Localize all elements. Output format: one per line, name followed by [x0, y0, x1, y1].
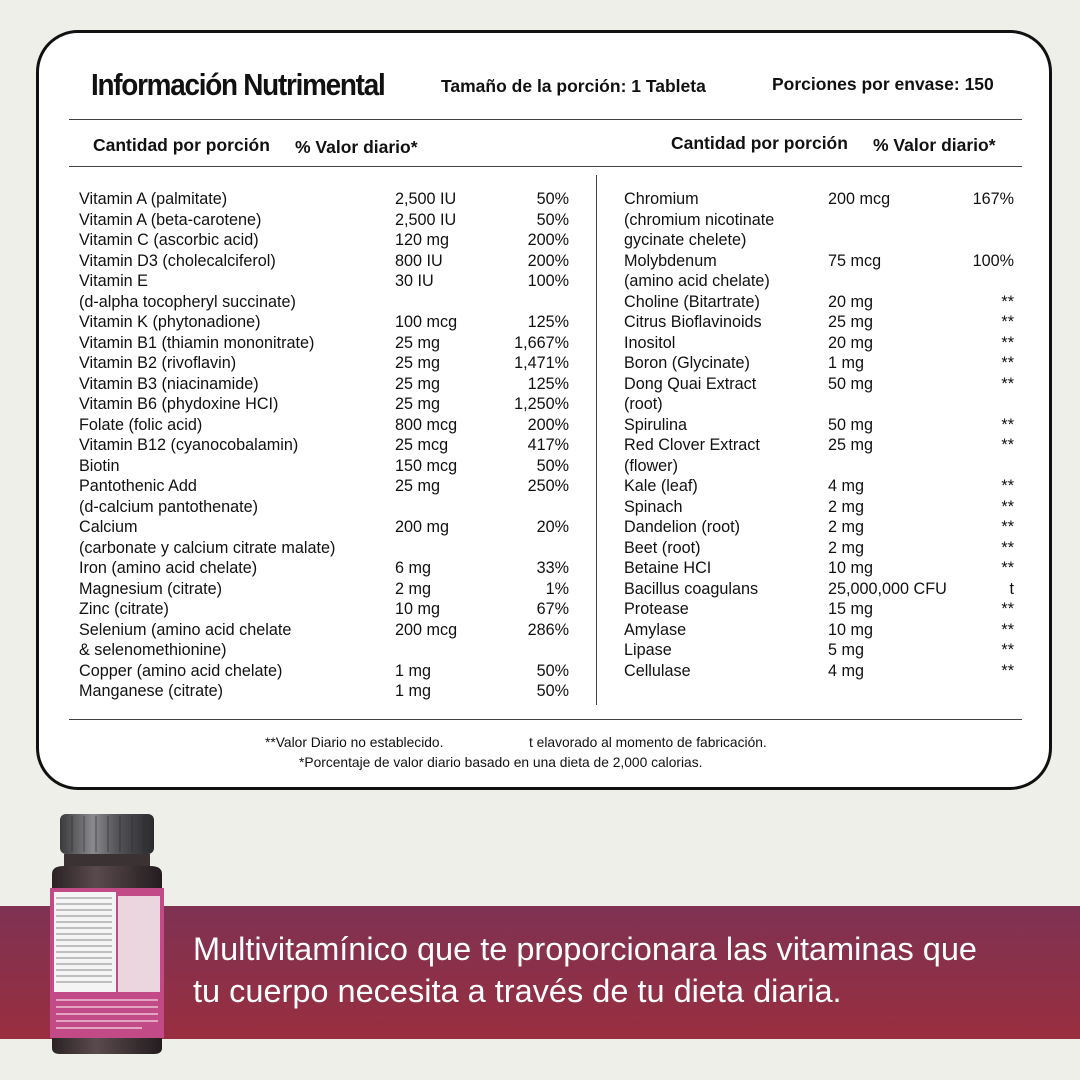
right-dv-header: % Valor diario*: [873, 135, 996, 155]
nutrient-amount: 4 mg: [828, 477, 864, 495]
banner-line-2: tu cuerpo necesita a través de tu dieta diaria.: [193, 973, 842, 1009]
nutrient-amount: 25 mcg: [395, 436, 449, 454]
left-nutrient-row: [79, 189, 569, 210]
left-nutrient-row: [79, 599, 569, 620]
nutrient-daily-value: 67%: [536, 600, 569, 618]
nutrient-daily-value: **: [1001, 374, 1014, 393]
nutrient-name: Lipase: [624, 641, 672, 659]
nutrient-amount: 20 mg: [828, 333, 873, 352]
nutrient-daily-value: 50%: [536, 682, 569, 700]
nutrient-amount: 30 IU: [395, 272, 434, 290]
left-nutrient-row: [79, 681, 569, 702]
right-nutrient-row: [624, 415, 1014, 436]
nutrient-daily-value: **: [1001, 518, 1014, 536]
nutrient-daily-value: 200%: [527, 415, 569, 434]
nutrient-name: Magnesium (citrate): [79, 579, 223, 598]
nutrient-amount: 200 mcg: [828, 190, 891, 208]
nutrient-amount: 200 mg: [395, 518, 449, 536]
nutrient-name: Iron (amino acid chelate): [79, 559, 258, 577]
nutrient-daily-value: 1,667%: [514, 333, 569, 352]
nutrient-amount: 800 IU: [395, 251, 443, 270]
nutrient-name: (d-calcium pantothenate): [79, 497, 259, 516]
left-nutrient-row: [79, 230, 569, 251]
nutrient-amount: 25 mg: [395, 477, 440, 495]
nutrient-name: Protease: [624, 600, 689, 618]
nutrient-name: Biotin: [79, 456, 120, 475]
nutrient-amount: 120 mg: [395, 231, 449, 249]
nutrient-amount: 800 mcg: [395, 415, 458, 434]
nutrient-amount: 200 mcg: [395, 620, 458, 639]
right-nutrient-row: [624, 271, 1014, 292]
header-divider: [69, 119, 1022, 120]
column-divider: [596, 175, 597, 705]
panel-title: Información Nutrimental: [91, 67, 385, 102]
nutrient-name: (d-alpha tocopheryl succinate): [79, 292, 296, 311]
left-nutrient-row: [79, 661, 569, 682]
left-nutrient-row: [79, 579, 569, 600]
nutrient-name: (root): [624, 395, 663, 413]
banner-line-1: Multivitamínico que te proporcionara las vitaminas que: [193, 931, 977, 967]
footnote-not-established: **Valor Diario no establecido.: [265, 735, 444, 750]
nutrient-amount: 4 mg: [828, 661, 864, 680]
nutrient-name: Vitamin E: [79, 272, 148, 290]
nutrient-name: Vitamin A (beta-carotene): [79, 210, 262, 229]
nutrient-amount: 20 mg: [828, 292, 873, 311]
nutrient-name: Vitamin A (palmitate): [79, 190, 228, 208]
right-nutrient-row: [624, 312, 1014, 333]
nutrient-name: Dong Quai Extract: [624, 374, 757, 393]
right-nutrient-row: [624, 517, 1014, 538]
nutrient-amount: 75 mcg: [828, 251, 882, 270]
nutrient-amount: 25 mg: [828, 313, 873, 331]
left-nutrient-row: [79, 353, 569, 374]
right-nutrient-list: [624, 189, 1014, 681]
right-nutrient-row: [624, 374, 1014, 395]
nutrient-amount: 2 mg: [395, 579, 431, 598]
nutrient-amount: 50 mg: [828, 415, 873, 434]
nutrient-name: Folate (folic acid): [79, 415, 203, 434]
nutrient-name: Chromium: [624, 190, 699, 208]
nutrient-name: Choline (Bitartrate): [624, 292, 760, 311]
nutrient-daily-value: 1,250%: [514, 395, 569, 413]
nutrient-name: Bacillus coagulans: [624, 579, 759, 598]
nutrition-facts-panel: [36, 30, 1052, 790]
nutrient-daily-value: 100%: [972, 251, 1014, 270]
left-nutrient-row: [79, 210, 569, 231]
nutrient-name: Dandelion (root): [624, 518, 741, 536]
left-nutrient-row: [79, 435, 569, 456]
column-header-divider: [69, 166, 1022, 167]
nutrient-amount: 25,000,000 CFU: [828, 579, 947, 598]
left-dv-header: % Valor diario*: [295, 137, 418, 157]
nutrient-daily-value: **: [1001, 641, 1014, 659]
right-nutrient-row: [624, 640, 1014, 661]
nutrient-daily-value: 33%: [536, 559, 569, 577]
nutrient-amount: 1 mg: [395, 661, 431, 680]
footnote-percent-basis: *Porcentaje de valor diario basado en una dieta de 2,000 calorias.: [299, 755, 703, 770]
nutrient-daily-value: **: [1001, 292, 1014, 311]
label-facts-panel: [54, 892, 116, 992]
nutrient-name: Cellulase: [624, 661, 691, 680]
nutrient-daily-value: **: [1001, 354, 1014, 372]
nutrient-daily-value: **: [1001, 436, 1014, 454]
nutrient-daily-value: 20%: [536, 518, 569, 536]
right-nutrient-row: [624, 538, 1014, 559]
nutrient-amount: 50 mg: [828, 374, 873, 393]
left-nutrient-row: [79, 271, 569, 292]
supplement-bottle-image: [42, 812, 172, 1056]
nutrient-amount: 10 mg: [828, 559, 873, 577]
nutrient-amount: 25 mg: [828, 436, 873, 454]
nutrient-name: Spirulina: [624, 415, 687, 434]
nutrient-daily-value: **: [1001, 538, 1014, 557]
nutrient-amount: 10 mg: [395, 600, 440, 618]
nutrient-name: Molybdenum: [624, 251, 717, 270]
right-nutrient-row: [624, 394, 1014, 415]
servings-per-container: Porciones por envase: 150: [772, 74, 994, 94]
nutrient-name: Kale (leaf): [624, 477, 698, 495]
serving-size: Tamaño de la porción: 1 Tableta: [441, 76, 706, 96]
left-nutrient-row: [79, 620, 569, 641]
left-nutrient-row: [79, 476, 569, 497]
nutrient-daily-value: 50%: [536, 190, 569, 208]
nutrient-amount: 1 mg: [395, 682, 431, 700]
left-nutrient-row: [79, 374, 569, 395]
nutrient-name: Copper (amino acid chelate): [79, 661, 283, 680]
nutrient-daily-value: 167%: [972, 190, 1014, 208]
nutrient-amount: 10 mg: [828, 620, 873, 639]
nutrient-name: Amylase: [624, 620, 687, 639]
nutrient-name: Calcium: [79, 518, 138, 536]
right-amount-header: Cantidad por porción: [671, 133, 848, 153]
nutrient-daily-value: **: [1001, 600, 1014, 618]
nutrient-daily-value: **: [1001, 497, 1014, 516]
nutrient-daily-value: t: [1009, 579, 1014, 598]
right-nutrient-row: [624, 333, 1014, 354]
right-nutrient-row: [624, 661, 1014, 682]
nutrient-daily-value: 50%: [536, 456, 569, 475]
right-nutrient-row: [624, 558, 1014, 579]
nutrient-name: Betaine HCI: [624, 559, 712, 577]
nutrient-name: Vitamin K (phytonadione): [79, 313, 261, 331]
left-nutrient-row: [79, 333, 569, 354]
nutrient-amount: 5 mg: [828, 641, 864, 659]
right-nutrient-row: [624, 230, 1014, 251]
left-nutrient-row: [79, 312, 569, 333]
right-nutrient-row: [624, 251, 1014, 272]
nutrient-amount: 2,500 IU: [395, 210, 457, 229]
right-nutrient-row: [624, 353, 1014, 374]
nutrient-name: Vitamin B6 (phydoxine HCI): [79, 395, 279, 413]
nutrient-name: (amino acid chelate): [624, 272, 770, 290]
nutrient-name: Vitamin D3 (cholecalciferol): [79, 251, 276, 270]
right-nutrient-row: [624, 579, 1014, 600]
nutrient-name: gycinate chelete): [624, 231, 747, 249]
nutrient-amount: 100 mcg: [395, 313, 458, 331]
left-nutrient-row: [79, 517, 569, 538]
nutrient-name: Spinach: [624, 497, 683, 516]
left-nutrient-row: [79, 251, 569, 272]
right-nutrient-row: [624, 599, 1014, 620]
nutrient-name: Vitamin B3 (niacinamide): [79, 374, 259, 393]
right-nutrient-row: [624, 456, 1014, 477]
nutrient-name: (flower): [624, 456, 678, 475]
nutrient-amount: 25 mg: [395, 354, 440, 372]
nutrient-name: Vitamin B1 (thiamin mononitrate): [79, 333, 315, 352]
label-side-panel: [118, 896, 160, 992]
nutrient-name: Vitamin B12 (cyanocobalamin): [79, 436, 299, 454]
nutrient-daily-value: 1,471%: [514, 354, 569, 372]
left-nutrient-row: [79, 394, 569, 415]
banner-text: [193, 928, 977, 1012]
nutrient-daily-value: **: [1001, 313, 1014, 331]
nutrient-amount: 1 mg: [828, 354, 864, 372]
nutrient-daily-value: 200%: [527, 231, 569, 249]
nutrient-daily-value: 50%: [536, 210, 569, 229]
nutrient-amount: 25 mg: [395, 395, 440, 413]
nutrient-name: Beet (root): [624, 538, 701, 557]
nutrient-name: Inositol: [624, 333, 676, 352]
nutrient-name: (chromium nicotinate: [624, 210, 775, 229]
footer-divider: [69, 719, 1022, 720]
right-nutrient-row: [624, 476, 1014, 497]
left-nutrient-row: [79, 292, 569, 313]
nutrient-daily-value: 125%: [527, 374, 569, 393]
nutrient-name: Zinc (citrate): [79, 600, 169, 618]
left-nutrient-row: [79, 497, 569, 518]
nutrient-daily-value: 100%: [527, 272, 569, 290]
left-nutrient-row: [79, 456, 569, 477]
nutrient-name: & selenomethionine): [79, 641, 227, 659]
nutrient-daily-value: **: [1001, 333, 1014, 352]
nutrient-amount: 2 mg: [828, 497, 864, 516]
nutrient-name: (carbonate y calcium citrate malate): [79, 538, 336, 557]
nutrient-amount: 25 mg: [395, 374, 440, 393]
left-nutrient-row: [79, 558, 569, 579]
nutrient-amount: 2,500 IU: [395, 190, 457, 208]
nutrient-name: Boron (Glycinate): [624, 354, 750, 372]
nutrient-name: Manganese (citrate): [79, 682, 223, 700]
right-nutrient-row: [624, 292, 1014, 313]
nutrient-amount: 6 mg: [395, 559, 431, 577]
nutrient-daily-value: **: [1001, 559, 1014, 577]
nutrient-daily-value: 125%: [527, 313, 569, 331]
nutrient-daily-value: 200%: [527, 251, 569, 270]
nutrient-amount: 2 mg: [828, 538, 864, 557]
nutrient-daily-value: 417%: [527, 436, 569, 454]
nutrient-daily-value: 286%: [527, 620, 569, 639]
right-nutrient-row: [624, 497, 1014, 518]
nutrient-amount: 15 mg: [828, 600, 873, 618]
nutrient-amount: 25 mg: [395, 333, 440, 352]
nutrient-name: Pantothenic Add: [79, 477, 197, 495]
footnote-manufacture: t elavorado al momento de fabricación.: [529, 735, 767, 750]
nutrient-daily-value: **: [1001, 620, 1014, 639]
left-nutrient-list: [79, 189, 569, 702]
left-amount-header: Cantidad por porción: [93, 135, 270, 155]
nutrient-name: Citrus Bioflavinoids: [624, 313, 762, 331]
nutrient-name: Red Clover Extract: [624, 436, 760, 454]
right-nutrient-row: [624, 210, 1014, 231]
right-nutrient-row: [624, 189, 1014, 210]
left-nutrient-row: [79, 640, 569, 661]
nutrient-daily-value: **: [1001, 477, 1014, 495]
right-nutrient-row: [624, 620, 1014, 641]
left-nutrient-row: [79, 538, 569, 559]
bottle-cap: [60, 814, 154, 854]
nutrient-name: Vitamin C (ascorbic acid): [79, 231, 259, 249]
left-nutrient-row: [79, 415, 569, 436]
nutrient-daily-value: 1%: [545, 579, 569, 598]
right-nutrient-row: [624, 435, 1014, 456]
nutrient-name: Vitamin B2 (rivoflavin): [79, 354, 237, 372]
bottle-neck: [64, 854, 150, 866]
nutrient-name: Selenium (amino acid chelate: [79, 620, 292, 639]
nutrient-daily-value: 50%: [536, 661, 569, 680]
nutrient-amount: 2 mg: [828, 518, 864, 536]
nutrient-daily-value: **: [1001, 661, 1014, 680]
nutrient-daily-value: 250%: [527, 477, 569, 495]
nutrient-amount: 150 mcg: [395, 456, 458, 475]
nutrient-daily-value: **: [1001, 415, 1014, 434]
